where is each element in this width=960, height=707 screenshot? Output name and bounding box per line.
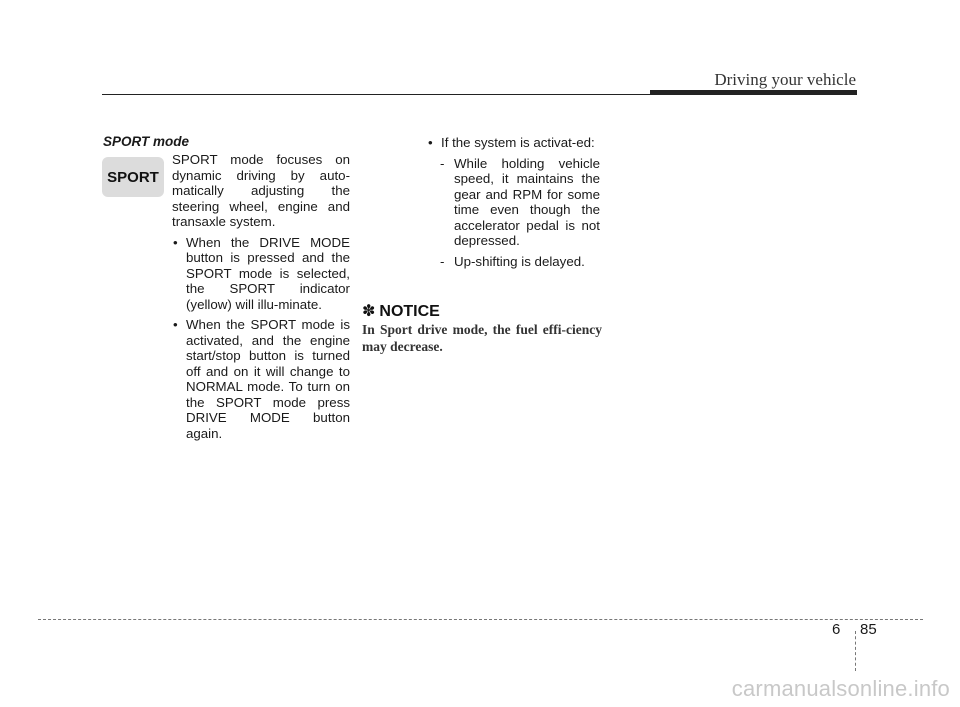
header-rule-thin [102,94,651,95]
section-title: SPORT mode [103,134,190,149]
bullet-icon: • [428,135,433,150]
watermark: carmanualsonline.info [731,676,950,701]
notice-star-icon: ✽ [362,303,376,320]
dash-item [427,254,600,270]
chapter-number: 6 [832,621,841,638]
column-2 [427,130,600,269]
notice-body: In Sport drive mode, the fuel effi-ciency may decrease. [362,322,602,354]
bullet-icon: • [173,317,178,332]
dash-text: Up-shifting is delayed. [454,253,585,269]
bullet-item [172,235,350,313]
notice-title: NOTICE [379,303,440,320]
footer-rule [38,619,923,620]
bullet-text: When the SPORT mode is activated, and the engine start/stop button is turned off and on it will change to NORMAL mode. To turn on the SPORT mode press DRIVE MODE button again. [186,317,350,441]
dash-icon: - [440,253,445,269]
sport-indicator-badge: SPORT [102,157,164,197]
dash-text: While holding vehicle speed, it maintains the gear and RPM for some time even though the accelerator pedal is not depressed. [454,155,600,248]
dash-icon: - [440,155,445,171]
intro-paragraph: SPORT mode focuses on dynamic driving by auto-matically adjusting the steering wheel, engine and transaxle system. [172,152,350,229]
bullet-item [427,135,600,151]
bullet-text: When the DRIVE MODE button is pressed and the SPORT mode is selected, the SPORT indicator (yellow) will illu-minate. [186,234,350,312]
bullet-item [172,317,350,441]
running-header: Driving your vehicle [714,70,856,89]
page-number: 85 [860,621,877,638]
footer-divider [855,631,856,671]
bullet-icon: • [173,234,178,250]
dash-item [427,156,600,249]
header-rule-thick [650,90,857,95]
column-1 [172,152,350,441]
bullet-text: If the system is activat-ed: [441,135,595,150]
notice-heading [362,301,440,321]
